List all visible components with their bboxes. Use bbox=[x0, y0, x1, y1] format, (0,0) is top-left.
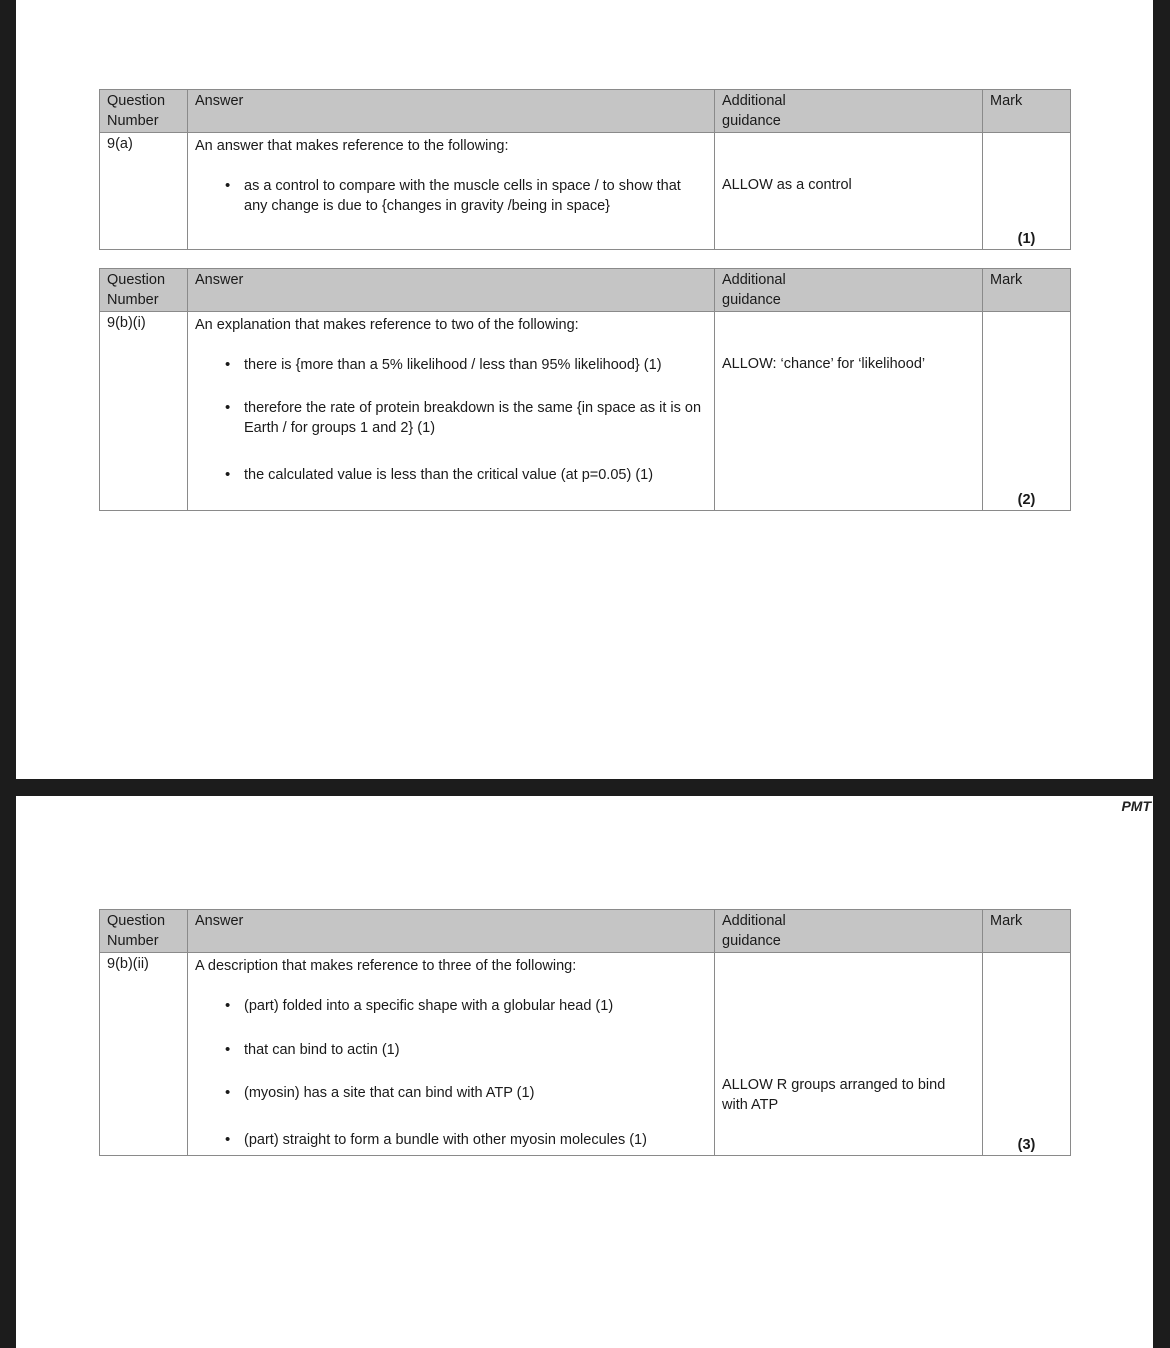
table-header-row bbox=[100, 910, 1071, 953]
answer-points bbox=[225, 996, 707, 1150]
table-header-row bbox=[100, 90, 1071, 133]
header-question-number: Question Number bbox=[100, 910, 188, 953]
question-number: 9(a) bbox=[100, 133, 188, 250]
header-answer: Answer bbox=[188, 269, 715, 312]
mark-value: (3) bbox=[1017, 1137, 1036, 1153]
mark-cell bbox=[983, 133, 1071, 250]
answer-cell bbox=[188, 312, 715, 511]
answer-intro: A description that makes reference to three of the following: bbox=[195, 958, 577, 974]
answer-intro: An explanation that makes reference to two of the following: bbox=[195, 317, 579, 333]
mark-cell bbox=[983, 312, 1071, 511]
answer-point: • (part) folded into a specific shape with a globular head (1) bbox=[225, 996, 707, 1016]
guidance-text: ALLOW: ‘chance’ for ‘likelihood’ bbox=[722, 356, 926, 372]
answer-point: • (part) straight to form a bundle with other myosin molecules (1) bbox=[225, 1130, 707, 1150]
header-mark: Mark bbox=[983, 269, 1071, 312]
header-question-number: Question Number bbox=[100, 269, 188, 312]
markscheme-table-9bii bbox=[99, 909, 1071, 1156]
table-row bbox=[100, 312, 1071, 511]
header-additional-guidance: Additional guidance bbox=[715, 90, 983, 133]
guidance-cell bbox=[715, 312, 983, 511]
markscheme-table-9bi bbox=[99, 268, 1071, 511]
question-number: 9(b)(i) bbox=[100, 312, 188, 511]
page-1 bbox=[16, 0, 1153, 779]
mark-value: (1) bbox=[1017, 231, 1036, 247]
mark-value: (2) bbox=[1017, 492, 1036, 508]
answer-intro: An answer that makes reference to the following: bbox=[195, 138, 509, 154]
guidance-cell bbox=[715, 133, 983, 250]
table-row bbox=[100, 133, 1071, 250]
pmt-watermark: PMT bbox=[1121, 798, 1151, 814]
answer-point: • as a control to compare with the muscle cells in space / to show that any change is due to {changes in gravity /being in space} bbox=[225, 176, 707, 216]
markscheme-table-9a bbox=[99, 89, 1071, 250]
answer-point: • (myosin) has a site that can bind with ATP (1) bbox=[225, 1083, 707, 1103]
answer-point: • that can bind to actin (1) bbox=[225, 1040, 707, 1060]
answer-cell bbox=[188, 133, 715, 250]
answer-points bbox=[225, 176, 707, 216]
guidance-text: ALLOW as a control bbox=[722, 177, 852, 193]
header-answer: Answer bbox=[188, 910, 715, 953]
table-header-row bbox=[100, 269, 1071, 312]
guidance-cell bbox=[715, 953, 983, 1156]
answer-cell bbox=[188, 953, 715, 1156]
header-mark: Mark bbox=[983, 90, 1071, 133]
mark-cell bbox=[983, 953, 1071, 1156]
answer-points bbox=[225, 355, 707, 485]
question-number: 9(b)(ii) bbox=[100, 953, 188, 1156]
header-question-number: Question Number bbox=[100, 90, 188, 133]
table-row bbox=[100, 953, 1071, 1156]
header-answer: Answer bbox=[188, 90, 715, 133]
header-additional-guidance: Additional guidance bbox=[715, 269, 983, 312]
header-additional-guidance: Additional guidance bbox=[715, 910, 983, 953]
guidance-text: ALLOW R groups arranged to bind with ATP bbox=[722, 1077, 946, 1113]
header-mark: Mark bbox=[983, 910, 1071, 953]
answer-point: • there is {more than a 5% likelihood / less than 95% likelihood} (1) bbox=[225, 355, 707, 375]
answer-point: • therefore the rate of protein breakdown is the same {in space as it is on Earth / for groups 1 and 2} (1) bbox=[225, 398, 707, 438]
answer-point: • the calculated value is less than the critical value (at p=0.05) (1) bbox=[225, 465, 707, 485]
page-2 bbox=[16, 796, 1153, 1348]
